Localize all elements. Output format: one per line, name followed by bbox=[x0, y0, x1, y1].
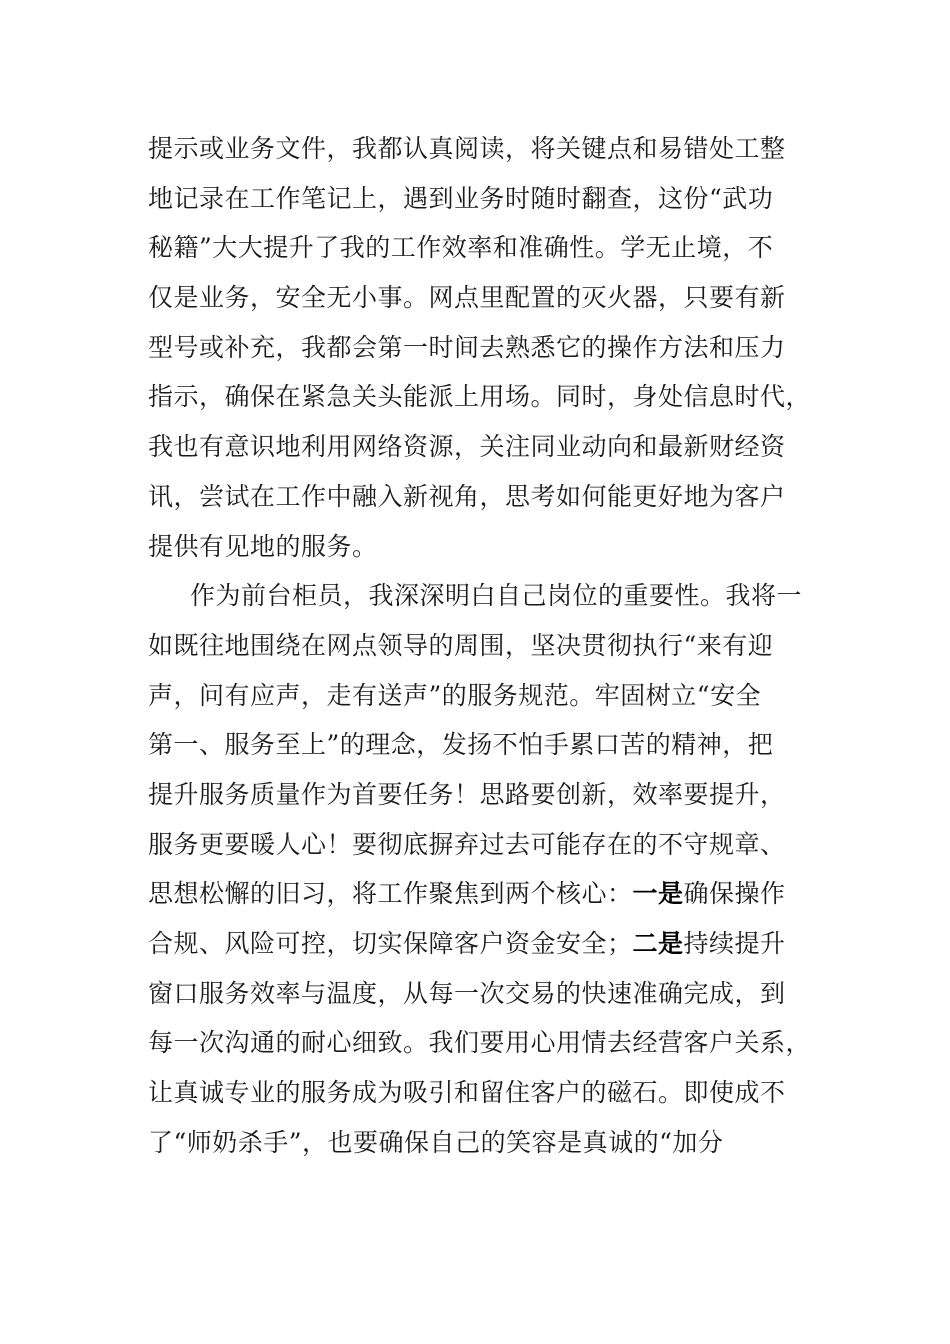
text-line: 我也有意识地利用网络资源，关注同业动向和最新财经资 bbox=[148, 432, 786, 462]
text-line: 提示或业务文件，我都认真阅读，将关键点和易错处工整 bbox=[148, 134, 786, 163]
text-line: 如既往地围绕在网点领导的周围，坚决贯彻执行“来有迎 bbox=[148, 630, 774, 660]
text-line: 声，问有应声，走有送声”的服务规范。牢固树立“安全 bbox=[148, 680, 762, 710]
paragraph-first-line: 作为前台柜员，我深深明白自己岗位的重要性。我将一 bbox=[190, 581, 803, 611]
text-line: 提供有见地的服务。 bbox=[148, 531, 378, 561]
text-line-core-one bbox=[148, 869, 808, 919]
body-text bbox=[148, 124, 812, 1167]
text-line: 秘籍”大大提升了我的工作效率和准确性。学无止境，不 bbox=[148, 233, 774, 263]
text-line: 了“师奶杀手”，也要确保自己的笑容是真诚的“加分 bbox=[148, 1127, 724, 1157]
text-line: 窗口服务效率与温度，从每一次交易的快速准确完成，到 bbox=[148, 978, 786, 1008]
core-two-label: 二是 bbox=[632, 929, 684, 958]
text-line: 第一、服务至上”的理念，发扬不怕手累口苦的精神，把 bbox=[148, 730, 774, 760]
text-line: 让真诚专业的服务成为吸引和留住客户的磁石。即使成不 bbox=[148, 1078, 786, 1108]
text-line: 服务更要暖人心！要彻底摒弃过去可能存在的不守规章、 bbox=[148, 829, 786, 859]
text-line: 型号或补充，我都会第一时间去熟悉它的操作方法和压力 bbox=[148, 332, 786, 362]
text-line: 每一次沟通的耐心细致。我们要用心用情去经营客户关系， bbox=[148, 1028, 812, 1058]
core-two-suffix: 持续提升 bbox=[683, 929, 786, 958]
core-one-suffix: 确保操作 bbox=[683, 879, 786, 909]
core-one-label: 一是 bbox=[632, 879, 684, 909]
text-line: 讯，尝试在工作中融入新视角，思考如何能更好地为客户 bbox=[148, 481, 786, 511]
text-line: 仅是业务，安全无小事。网点里配置的灭火器，只要有新 bbox=[148, 283, 786, 313]
text-line: 地记录在工作笔记上，遇到业务时随时翻查，这份“武功 bbox=[148, 183, 774, 213]
text-line: 提升服务质量作为首要任务！思路要创新，效率要提升， bbox=[148, 779, 786, 809]
text-line-core-two bbox=[148, 919, 808, 969]
core-two-prefix: 合规、风险可控，切实保障客户资金安全； bbox=[148, 929, 633, 958]
core-prefix: 思想松懈的旧习，将工作聚焦到两个核心： bbox=[148, 879, 633, 909]
text-line: 指示，确保在紧急关头能派上用场。同时，身处信息时代， bbox=[148, 382, 812, 412]
